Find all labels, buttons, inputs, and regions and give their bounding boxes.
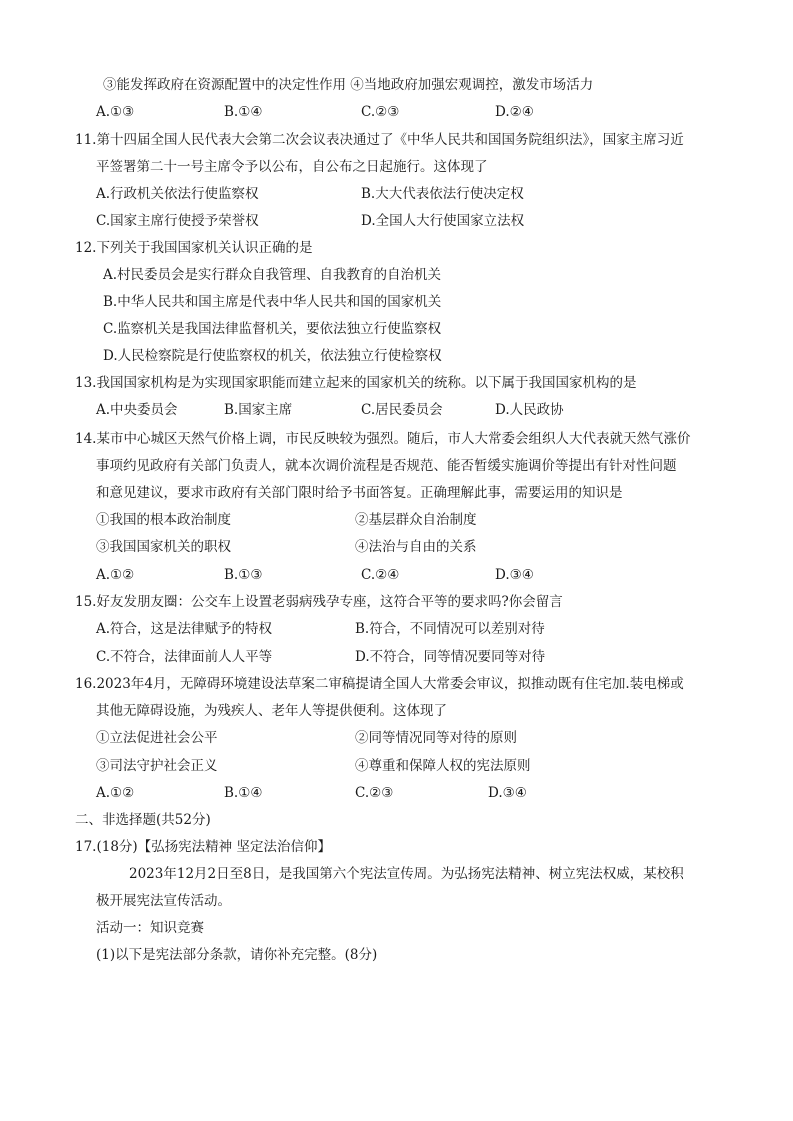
q11-option-d: D.全国人大行使国家立法权 (361, 213, 525, 229)
q10-option-d: D.②④ (495, 104, 534, 120)
q16-statement-1: ①立法促进社会公平 (96, 730, 218, 746)
q12-option-b: B.中华人民共和国主席是代表中华人民共和国的国家机关 (103, 294, 442, 310)
q16-option-c: C.②③ (355, 785, 394, 801)
q10-option-c: C.②③ (361, 104, 400, 120)
q10-option-a: A.①③ (96, 104, 135, 120)
q11-stem-line1: 11.第十四届全国人民代表大会第二次会议表决通过了《中华人民共和国国务院组织法》，国家主席习近 (75, 132, 684, 148)
q14-statement-4: ④法治与自由的关系 (355, 539, 477, 555)
q15-option-d: D.不符合，同等情况要同等对待 (355, 649, 546, 665)
q13-option-b: B.国家主席 (224, 402, 293, 418)
q15-option-c: C.不符合，法律面前人人平等 (96, 649, 273, 665)
q16-stem-line2: 其他无障碍设施，为残疾人、老年人等提供便利。这体现了 (96, 703, 447, 719)
q10-option-b: B.①④ (224, 104, 263, 120)
q15-option-b: B.符合，不同情况可以差别对待 (355, 621, 545, 637)
q16-stem-line1: 16.2023年4月，无障碍环境建设法草案二审稿提请全国人大常委会审议，拟推动既有住宅加.装电梯或 (75, 676, 684, 692)
q16-option-b: B.①④ (224, 785, 263, 801)
q14-statement-1: ①我国的根本政治制度 (96, 512, 231, 528)
q17-title: 17.(18分)【弘扬宪法精神 坚定法治信仰】 (75, 839, 331, 855)
q14-option-a: A.①② (96, 567, 135, 583)
q16-option-a: A.①② (96, 785, 135, 801)
q16-statement-4: ④尊重和保障人权的宪法原则 (355, 758, 531, 774)
q14-stem-line1: 14.某市中心城区天然气价格上调，市民反映较为强烈。随后，市人大常委会组织人大代表就天然气涨价 (75, 431, 691, 447)
q12-stem: 12.下列关于我国国家机关认识正确的是 (75, 240, 313, 256)
q15-option-a: A.符合，这是法律赋予的特权 (96, 621, 273, 637)
q11-option-b: B.大大代表依法行使决定权 (361, 186, 524, 202)
q11-option-a: A.行政机关依法行使监察权 (96, 186, 259, 202)
q14-option-b: B.①③ (224, 567, 263, 583)
q14-option-d: D.③④ (495, 567, 534, 583)
q17-para-line1: 2023年12月2日至8日，是我国第六个宪法宣传周。为弘扬宪法精神、树立宪法权威，某校积 (129, 866, 684, 882)
q17-para-line2: 极开展宪法宣传活动。 (96, 893, 231, 909)
q16-statement-2: ②同等情况同等对待的原则 (355, 730, 517, 746)
q11-stem-line2: 平签署第二十一号主席令予以公布，自公布之日起施行。这体现了 (96, 159, 488, 175)
q16-option-d: D.③④ (488, 785, 527, 801)
q17-activity-heading: 活动一：知识竞赛 (96, 920, 204, 936)
section-heading: 二、非选择题(共52分) (75, 812, 211, 828)
q14-statement-2: ②基层群众自治制度 (355, 512, 477, 528)
q13-stem: 13.我国国家机构是为实现国家职能而建立起来的国家机关的统称。以下属于我国国家机构的是 (75, 375, 637, 391)
q13-option-d: D.人民政协 (495, 402, 564, 418)
q14-stem-line3: 和意见建议，要求市政府有关部门限时给予书面答复。正确理解此事，需要运用的知识是 (96, 485, 623, 501)
q13-option-c: C.居民委员会 (361, 402, 443, 418)
q11-option-c: C.国家主席行使授予荣誉权 (96, 213, 259, 229)
q13-option-a: A.中央委员会 (96, 402, 178, 418)
q12-option-d: D.人民检察院是行使监察权的机关，依法独立行使检察权 (103, 348, 442, 364)
q14-statement-3: ③我国国家机关的职权 (96, 539, 231, 555)
q16-statement-3: ③司法守护社会正义 (96, 758, 218, 774)
q12-option-a: A.村民委员会是实行群众自我管理、自我教育的自治机关 (103, 267, 442, 283)
q10-statements: ③能发挥政府在资源配置中的决定性作用 ④当地政府加强宏观调控，激发市场活力 (103, 77, 594, 93)
q14-option-c: C.②④ (361, 567, 400, 583)
q17-sub-question-1: (1)以下是宪法部分条款，请你补充完整。(8分) (96, 947, 378, 963)
q12-option-c: C.监察机关是我国法律监督机关，要依法独立行使监察权 (103, 321, 442, 337)
q15-stem: 15.好友发朋友圈：公交车上设置老弱病残孕专座，这符合平等的要求吗?你会留言 (75, 594, 563, 610)
q14-stem-line2: 事项约见政府有关部门负责人，就本次调价流程是否规范、能否暂缓实施调价等提出有针对性问题 (96, 458, 677, 474)
